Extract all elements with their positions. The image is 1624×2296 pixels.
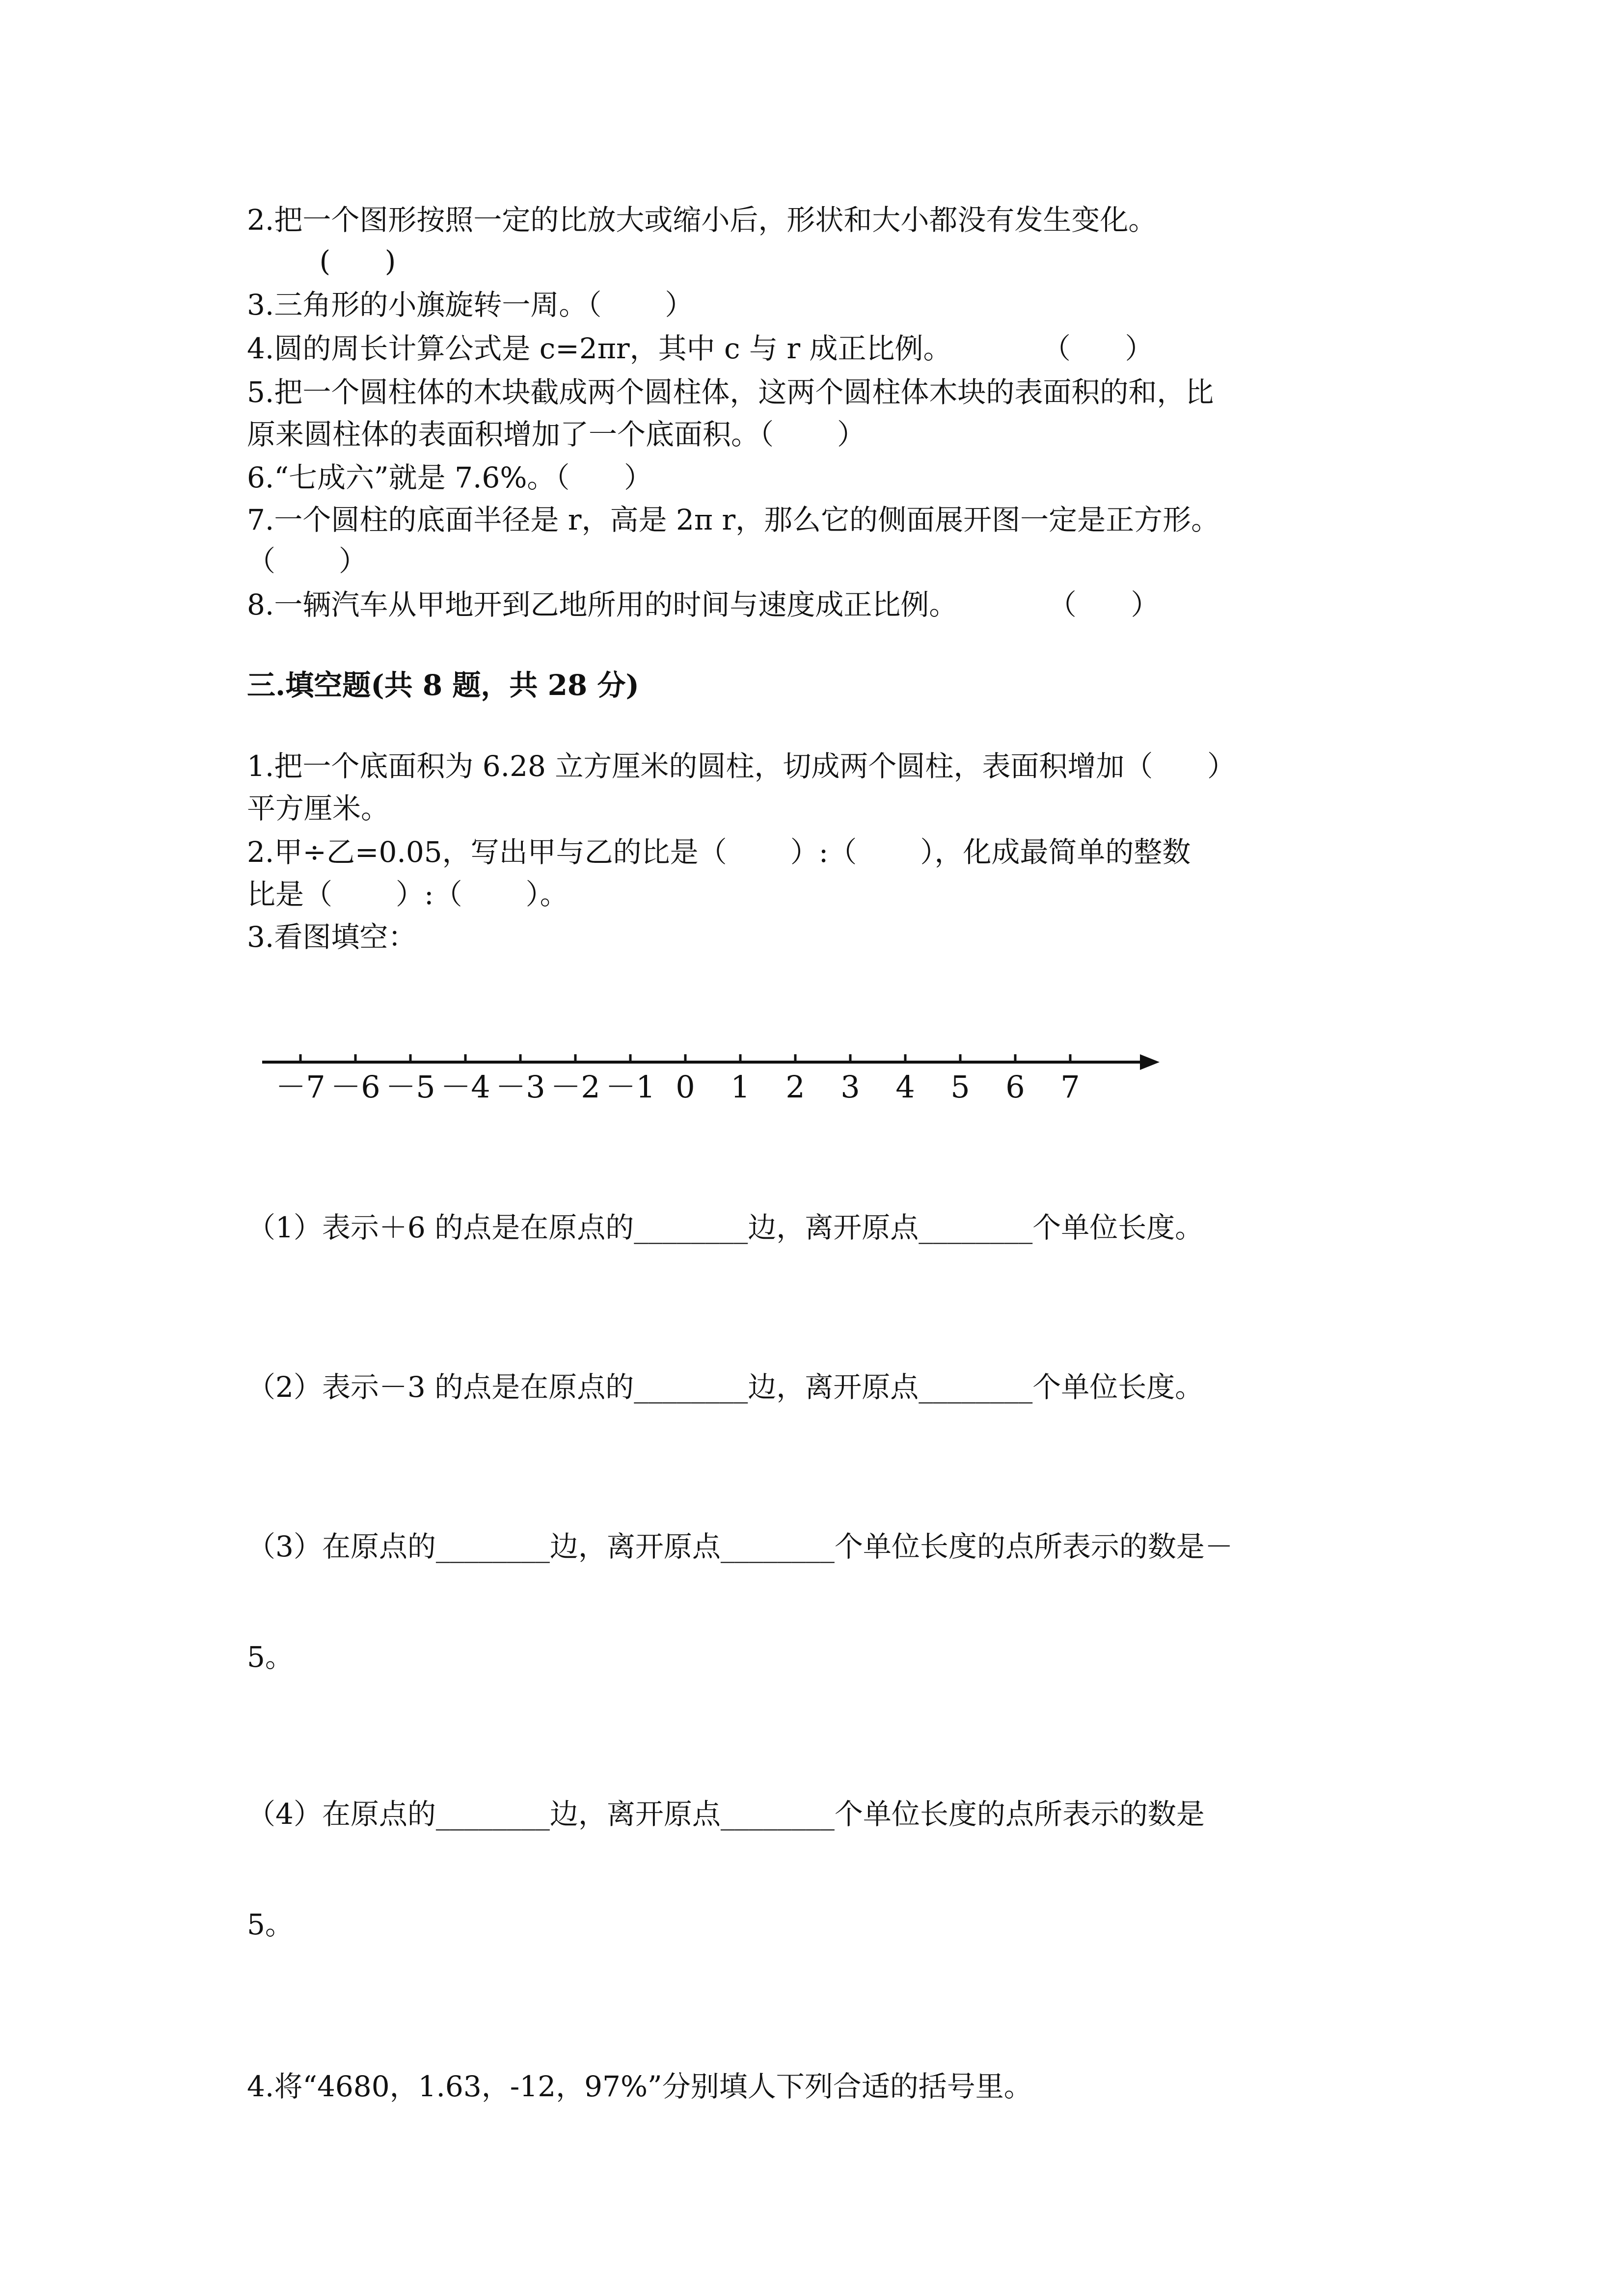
question-6: 6.“七成六”就是 7.6%。（ ） bbox=[247, 461, 653, 494]
number-line-label: －7 bbox=[275, 1069, 325, 1105]
number-line-label: －4 bbox=[440, 1069, 490, 1105]
sub-question-1: （1）表示＋6 的点是在原点的________边，离开原点________个单位长度。 bbox=[247, 1211, 1204, 1244]
question-4: 4.圆的周长计算公式是 c=2πr，其中 c 与 r 成正比例。 （ ） bbox=[247, 332, 1154, 365]
fill-question-1-line-2: 平方厘米。 bbox=[247, 792, 390, 825]
question-8: 8.一辆汽车从甲地开到乙地所用的时间与速度成正比例。 （ ） bbox=[247, 588, 1160, 621]
number-line-label: －1 bbox=[605, 1069, 655, 1105]
number-line-label: －6 bbox=[330, 1069, 380, 1105]
question-7-line-2: （ ） bbox=[247, 544, 368, 578]
number-line-label: 4 bbox=[895, 1069, 915, 1105]
number-line-label: 5 bbox=[950, 1069, 970, 1105]
question-2-line-1: 2.把一个图形按照一定的比放大或缩小后，形状和大小都没有发生变化。 bbox=[247, 203, 1157, 237]
question-3: 3.三角形的小旗旋转一周。（ ） bbox=[247, 288, 694, 321]
number-line-label: 3 bbox=[840, 1069, 860, 1105]
number-line-label: 0 bbox=[676, 1069, 695, 1105]
question-7-line-1: 7.一个圆柱的底面半径是 r，高是 2π r，那么它的侧面展开图一定是正方形。 bbox=[247, 503, 1220, 536]
number-line-arrow bbox=[1140, 1054, 1160, 1070]
number-line-figure bbox=[245, 1036, 1178, 1134]
sub-question-2: （2）表示－3 的点是在原点的________边，离开原点________个单位长度。 bbox=[247, 1370, 1204, 1404]
fill-question-1-line-1: 1.把一个底面积为 6.28 立方厘米的圆柱，切成两个圆柱，表面积增加（ ） bbox=[247, 749, 1236, 783]
fill-question-4: 4.将“4680，1.63，-12，97%”分别填人下列合适的括号里。 bbox=[247, 2070, 1032, 2103]
question-2-line-2: ( ) bbox=[247, 244, 396, 278]
number-line-label: 1 bbox=[731, 1069, 750, 1105]
sub-question-4-cont: 5。 bbox=[247, 1908, 294, 1941]
fill-question-2-line-1: 2.甲÷乙=0.05，写出甲与乙的比是（ ）:（ ），化成最简单的整数 bbox=[247, 835, 1191, 869]
number-line-label: 6 bbox=[1005, 1069, 1025, 1105]
sub-question-3-cont: 5。 bbox=[247, 1640, 294, 1674]
section-heading: 三.填空题(共 8 题，共 28 分) bbox=[247, 668, 639, 702]
question-5-line-1: 5.把一个圆柱体的木块截成两个圆柱体，这两个圆柱体木块的表面积的和，比 bbox=[247, 375, 1214, 409]
number-line-label: 7 bbox=[1060, 1069, 1080, 1105]
question-5-line-2: 原来圆柱体的表面积增加了一个底面积。（ ） bbox=[247, 418, 866, 451]
number-line-label: －5 bbox=[385, 1069, 435, 1105]
fill-question-3-title: 3.看图填空： bbox=[247, 920, 417, 954]
sub-question-4: （4）在原点的________边，离开原点________个单位长度的点所表示的数是 bbox=[247, 1797, 1205, 1831]
number-line-label: －2 bbox=[550, 1069, 600, 1105]
number-line-label: －3 bbox=[495, 1069, 545, 1105]
sub-question-3: （3）在原点的________边，离开原点________个单位长度的点所表示的数是－ bbox=[247, 1530, 1233, 1563]
fill-question-2-line-2: 比是（ ）:（ ）。 bbox=[247, 878, 568, 911]
number-line-label: 2 bbox=[785, 1069, 805, 1105]
